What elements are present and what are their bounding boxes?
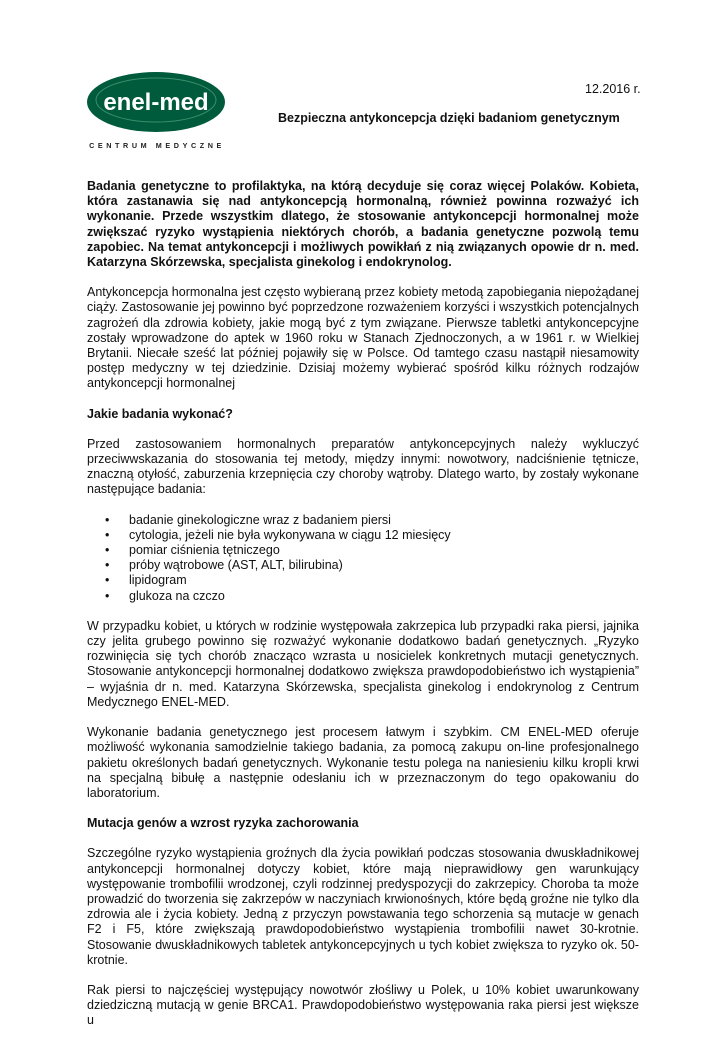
article-body xyxy=(87,179,639,1044)
paragraph: Rak piersi to najczęściej występujący nowotwór złośliwy u Polek, u 10% kobiet uwarunkowany dziedziczną mutacją w genie BRCA1. Prawdopodobieństwo występowania raka piersi jest większe u xyxy=(87,982,639,1028)
document-title: Bezpieczna antykoncepcja dzięki badaniom genetycznym xyxy=(278,111,620,125)
bullet-icon: • xyxy=(105,527,110,542)
bullet-icon: • xyxy=(105,588,110,603)
list-item: • pomiar ciśnienia tętniczego xyxy=(105,543,280,558)
bullet-icon: • xyxy=(105,512,110,527)
enel-med-logo xyxy=(86,70,228,150)
bullet-icon: • xyxy=(105,543,110,558)
logo-subtitle: CENTRUM MEDYCZNE xyxy=(89,141,225,150)
paragraph: W przypadku kobiet, u których w rodzinie występowała zakrzepica lub przypadki raka piersi, jajnika czy jelita grubego powinno się rozważyć wykonanie dodatkowo badań genetycznych. „Ryzyko rozwinięcia się tych chorób znacząco wzrasta u nosicielek konkretnych mutacji genetycznych. Stosowanie antykoncepcji hormonalnej dodatkowo zwiększa prawdopodobieństwo ich wystąpienia” – wyjaśnia dr n. med. Katarzyna Skórzewska, specjalista ginekolog i endokrynolog z Centrum Medycznego ENEL-MED. xyxy=(87,618,639,709)
paragraph: Szczególne ryzyko wystąpienia groźnych dla życia powikłań podczas stosowania dwuskładnikowej antykoncepcji hormonalnej dotyczy kobiet, które mają nieprawidłowy gen warunkujący występowanie trombofilii wrodzonej, czyli rodzinnej predyspozycji do zakrzepicy. Choroba ta może prowadzić do tworzenia się zakrzepów w naczyniach krwionośnych, które będą groźne nie tylko dla zdrowia ale i życia kobiety. Jedną z przyczyn powstawania tego schorzenia są mutacje w genach F2 i F5, które zwiększają prawdopodobieństwo wystąpienia trombofilii nawet 30-krotnie. Stosowanie dwuskładnikowych tabletek antykoncepcyjnych u tych kobiet zwiększa to ryzyko ok. 50-krotnie. xyxy=(87,846,639,967)
bullet-icon: • xyxy=(105,558,110,573)
list-item: • cytologia, jeżeli nie była wykonywana w ciągu 12 miesięcy xyxy=(105,527,451,542)
section-heading: Mutacja genów a wzrost ryzyka zachorowania xyxy=(87,816,359,831)
logo-name: enel-med xyxy=(103,89,209,116)
lead-paragraph: Badania genetyczne to profilaktyka, na którą decyduje się coraz więcej Polaków. Kobieta, która zastanawia się nad antykoncepcją hormonalną, również powinna rozważyć ich wykonanie. Przede wszystkim dlatego, że stosowanie antykoncepcji hormonalnej może zwiększać ryzyko wystąpienia niektórych chorób, a badania genetyczne pozwolą temu zapobiec. Na temat antykoncepcji i możliwych powikłań z nią związanych opowie dr n. med. Katarzyna Skórzewska, specjalista ginekolog i endokrynolog. xyxy=(87,179,639,270)
paragraph: Wykonanie badania genetycznego jest procesem łatwym i szybkim. CM ENEL-MED oferuje możliwość wykonania samodzielnie takiego badania, za pomocą zakupu on-line profesjonalnego pakietu określonych badań genetycznych. Wykonanie testu polega na naniesieniu kilku kropli krwi na specjalną bibułę a następnie odesłaniu ich w przeznaczonym do tego opakowaniu do laboratorium. xyxy=(87,725,639,800)
list-item: • próby wątrobowe (AST, ALT, bilirubina) xyxy=(105,558,343,573)
paragraph: Antykoncepcja hormonalna jest często wybieraną przez kobiety metodą zapobiegania niepożądanej ciąży. Zastosowanie jej powinno być poprzedzone rozważeniem korzyści i wszystkich potencjalnych zagrożeń dla zdrowia kobiety, jakie mogą być z tym związane. Pierwsze tabletki antykoncepcyjne zostały wprowadzone do aptek w 1960 roku w Stanach Zjednoczonych, a w 1961 r. w Wielkiej Brytanii. Niecałe sześć lat później pojawiły się w Polsce. Od tamtego czasu nastąpił niesamowity postęp medyczny w tej dziedzinie. Dzisiaj możemy wybierać spośród kilku różnych rodzajów antykoncepcji hormonalnej xyxy=(87,285,639,391)
section-heading: Jakie badania wykonać? xyxy=(87,406,233,421)
bullet-icon: • xyxy=(105,573,110,588)
paragraph: Przed zastosowaniem hormonalnych preparatów antykoncepcyjnych należy wykluczyć przeciwwskazania do stosowania tej metody, między innymi: nowotwory, nadciśnienie tętnicze, znaczną otyłość, zaburzenia krzepnięcia czy choroby wątroby. Dlatego warto, by zostały wykonane następujące badania: xyxy=(87,436,639,497)
list-item: • lipidogram xyxy=(105,573,187,588)
document-date: 12.2016 r. xyxy=(585,82,641,96)
tests-list xyxy=(87,513,639,604)
list-item: • badanie ginekologiczne wraz z badaniem piersi xyxy=(105,512,391,527)
list-item: • glukoza na czczo xyxy=(105,588,225,603)
